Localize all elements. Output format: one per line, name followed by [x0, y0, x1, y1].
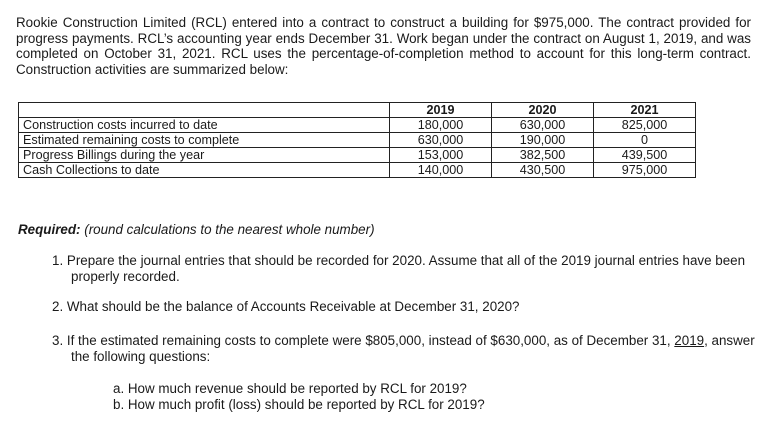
- required-label: Required:: [18, 222, 81, 237]
- question-2: 2. What should be the balance of Accounts Receivable at December 31, 2020?: [52, 299, 520, 314]
- required-heading: [18, 222, 375, 237]
- cell-value: 630,000: [390, 133, 492, 148]
- question-3: [52, 333, 763, 364]
- header-blank-cell: [19, 103, 390, 118]
- table-row: [19, 148, 696, 163]
- table-row: [19, 118, 696, 133]
- cell-value: 430,500: [492, 163, 594, 178]
- cell-value: 975,000: [594, 163, 696, 178]
- row-label: Progress Billings during the year: [19, 148, 390, 163]
- question-3-year: 2019: [674, 333, 705, 348]
- cell-value: 180,000: [390, 118, 492, 133]
- cell-value: 382,500: [492, 148, 594, 163]
- header-year-2020: 2020: [492, 103, 594, 118]
- cell-value: 825,000: [594, 118, 696, 133]
- cell-value: 153,000: [390, 148, 492, 163]
- construction-summary-table: [18, 102, 696, 178]
- header-year-2021: 2021: [594, 103, 696, 118]
- question-3a: a. How much revenue should be reported by RCL for 2019?: [113, 381, 467, 396]
- table-row: [19, 133, 696, 148]
- required-note: (round calculations to the nearest whole number): [84, 222, 375, 237]
- row-label: Estimated remaining costs to complete: [19, 133, 390, 148]
- cell-value: 630,000: [492, 118, 594, 133]
- question-1: 1. Prepare the journal entries that should be recorded for 2020. Assume that all of the 2019 journal entries have been properly recorded.: [52, 253, 746, 284]
- intro-paragraph: Rookie Construction Limited (RCL) entered into a contract to construct a building for $975,000. The contract provided for progress payments. RCL’s accounting year ends December 31. Work began under the contract on August 1, 2019, and was completed on October 31, 2021. RCL uses the percentage-of-completion method to account for this long-term contract. Construction activities are summarized below:: [16, 15, 751, 77]
- question-3-tail: , answer the following questions:: [71, 333, 755, 364]
- table-row: [19, 163, 696, 178]
- question-3-text: 3. If the estimated remaining costs to complete were $805,000, instead of $630,000, as of December 31,: [52, 333, 675, 348]
- row-label: Cash Collections to date: [19, 163, 390, 178]
- header-year-2019: 2019: [390, 103, 492, 118]
- table-header-row: [19, 103, 696, 118]
- cell-value: 190,000: [492, 133, 594, 148]
- row-label: Construction costs incurred to date: [19, 118, 390, 133]
- question-3b: b. How much profit (loss) should be reported by RCL for 2019?: [113, 397, 485, 412]
- cell-value: 439,500: [594, 148, 696, 163]
- cell-value: 140,000: [390, 163, 492, 178]
- cell-value: 0: [594, 133, 696, 148]
